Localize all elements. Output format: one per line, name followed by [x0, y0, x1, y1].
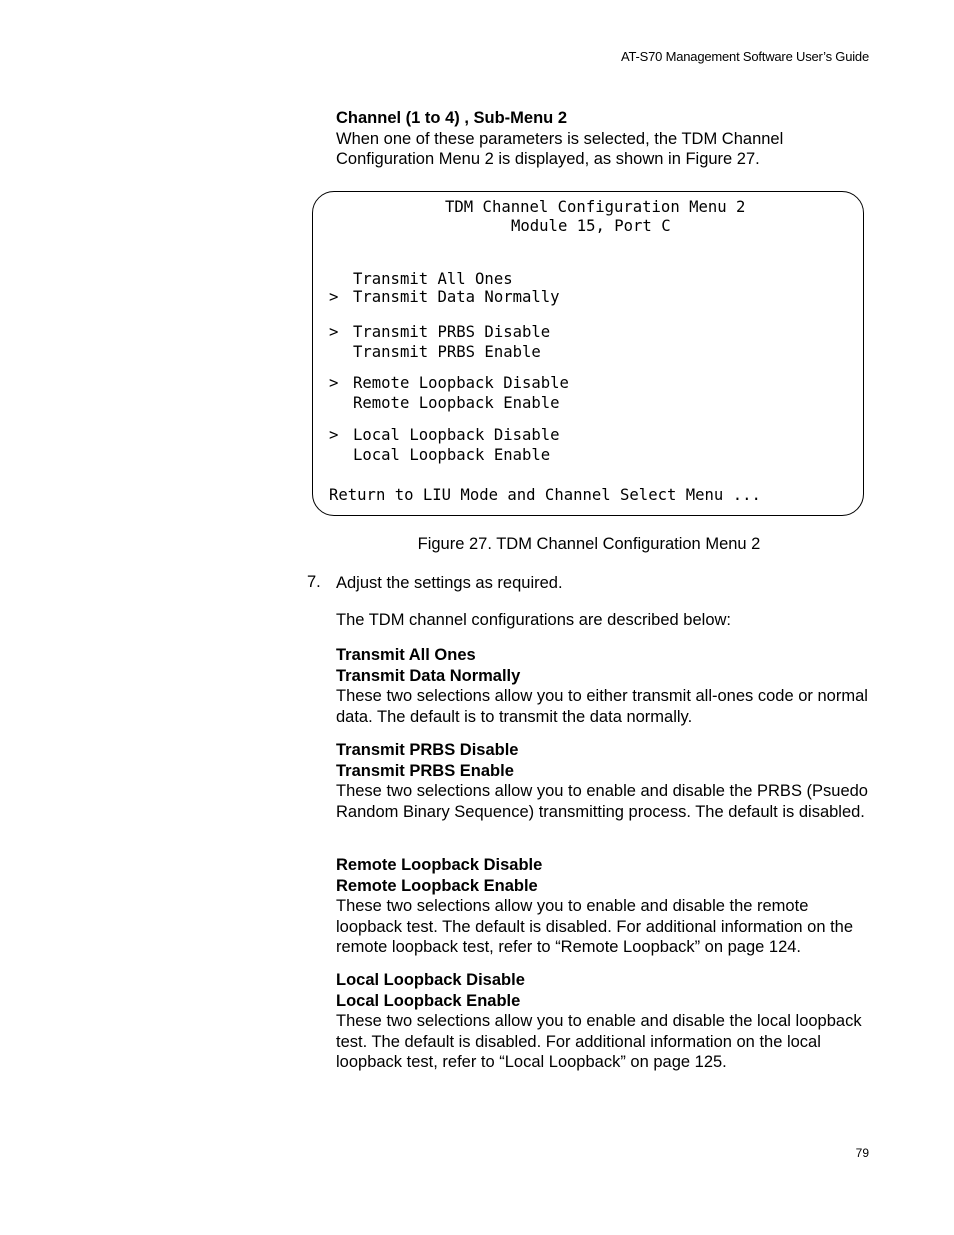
intro-heading: Channel (1 to 4) , Sub-Menu 2 [336, 109, 568, 127]
section-transmit-all-ones [336, 645, 876, 727]
running-header: AT-S70 Management Software User’s Guide [621, 49, 869, 64]
menu-marker: > [329, 323, 339, 341]
page-number: 79 [855, 1146, 869, 1160]
menu-item-transmit-prbs-enable[interactable]: Transmit PRBS Enable [353, 343, 541, 361]
intro-body: When one of these parameters is selected, the TDM Channel Configuration Menu 2 is displayed, as shown in Figure 27. [336, 129, 784, 168]
figure-caption: Figure 27. TDM Channel Configuration Menu 2 [417, 535, 761, 553]
section-heading: Remote Loopback Disable [336, 856, 543, 874]
terminal-subtitle: Module 15, Port C [511, 217, 671, 235]
terminal-title: TDM Channel Configuration Menu 2 [445, 198, 746, 216]
section-local-loopback [336, 970, 876, 1073]
menu-marker: > [329, 426, 339, 444]
section-body: These two selections allow you to either transmit all-ones code or normal data. The default is to transmit the data normally. [336, 687, 868, 726]
step-intro: The TDM channel configurations are described below: [336, 611, 731, 629]
section-body: These two selections allow you to enable and disable the remote loopback test. The default is disabled. For additional information on the remote loopback test, refer to “Remote Loopback” on page 124. [336, 897, 854, 956]
intro-section [336, 108, 876, 170]
menu-item-transmit-all-ones[interactable]: Transmit All Ones [353, 270, 513, 288]
step-intro-block [336, 610, 876, 631]
menu-marker: > [329, 374, 339, 392]
menu-marker [329, 394, 338, 413]
section-heading: Transmit PRBS Disable [336, 741, 519, 759]
menu-marker [329, 446, 338, 465]
section-heading: Local Loopback Enable [336, 991, 521, 1010]
section-heading: Transmit Data Normally [336, 666, 521, 685]
section-body: These two selections allow you to enable and disable the PRBS (Psuedo Random Binary Sequence) transmitting process. The default is disabled. [336, 782, 868, 821]
menu-item-return[interactable]: Return to LIU Mode and Channel Select Menu ... [329, 486, 761, 504]
menu-marker: > [329, 288, 339, 306]
section-heading: Local Loopback Disable [336, 971, 525, 989]
menu-item-transmit-prbs-disable[interactable]: Transmit PRBS Disable [353, 323, 551, 341]
menu-marker [329, 343, 338, 362]
menu-item-remote-loopback-enable[interactable]: Remote Loopback Enable [353, 394, 560, 412]
menu-item-local-loopback-disable[interactable]: Local Loopback Disable [353, 426, 560, 444]
step-text [336, 573, 876, 594]
section-transmit-prbs [336, 740, 876, 822]
menu-item-remote-loopback-disable[interactable]: Remote Loopback Disable [353, 374, 569, 392]
section-remote-loopback [336, 855, 876, 958]
menu-marker [329, 270, 338, 289]
step-number: 7. [307, 573, 321, 591]
section-heading: Remote Loopback Enable [336, 876, 538, 895]
section-body: These two selections allow you to enable and disable the local loopback test. The default is disabled. For additional information on the local loopback test, refer to “Local Loopback” on page 125. [336, 1012, 862, 1071]
menu-item-transmit-data-normally[interactable]: Transmit Data Normally [353, 288, 560, 306]
section-heading: Transmit PRBS Enable [336, 761, 514, 780]
step-instruction: Adjust the settings as required. [336, 574, 563, 592]
section-heading: Transmit All Ones [336, 646, 476, 664]
menu-item-local-loopback-enable[interactable]: Local Loopback Enable [353, 446, 551, 464]
